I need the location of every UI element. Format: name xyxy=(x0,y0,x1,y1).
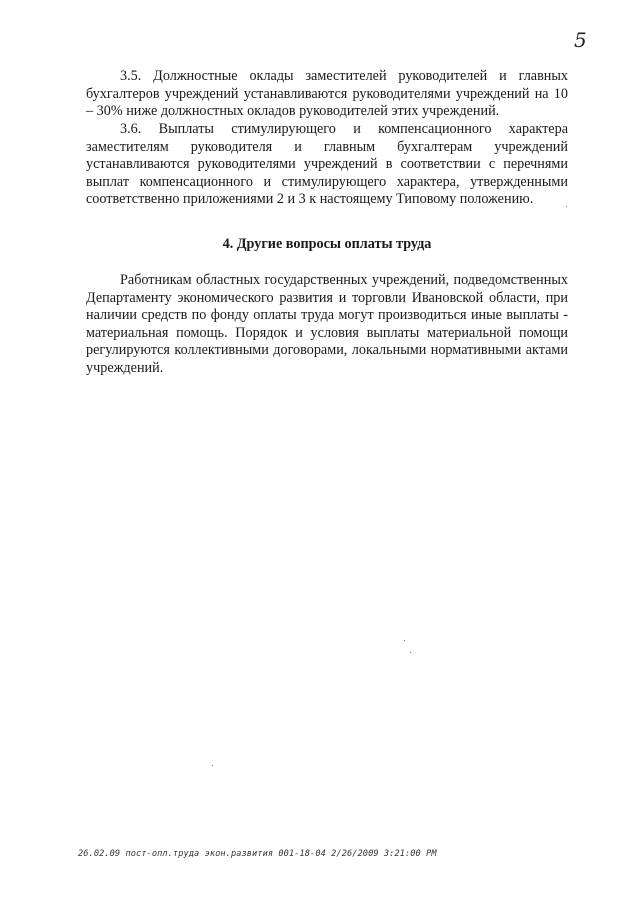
scan-speck xyxy=(404,640,405,641)
scan-speck xyxy=(212,765,213,766)
scan-speck xyxy=(410,652,411,653)
page-number: 5 xyxy=(574,28,587,52)
section-4-heading: 4. Другие вопросы оплаты труда xyxy=(222,236,432,252)
paragraph-3-6: 3.6. Выплаты стимулирующего и компенсационного характера заместителям руководителя и главным бухгалтерам учреждений устанавливаются руководителями учреждений в соответствии с перечнями выплат компенсационного и стимулирующего характера, утвержденными соответственно приложениями 2 и 3 к настоящему Типовому положению. xyxy=(86,121,568,208)
section-4-paragraph: Работникам областных государственных учреждений, подведомственных Департаменту экономического развития и торговли Ивановской области, при наличии средств по фонду оплаты труда могут производиться иные выплаты - материальная помощь. Порядок и условия выплаты материальной помощи регулируются коллективными договорами, локальными нормативными актами учреждений. xyxy=(86,272,568,376)
scan-speck xyxy=(566,206,567,207)
document-footer: 26.02.09 пост-опл.труда экон.развития 001-18-04 2/26/2009 3:21:00 PM xyxy=(78,849,437,859)
paragraph-3-5: 3.5. Должностные оклады заместителей руководителей и главных бухгалтеров учреждений устанавливаются руководителями учреждений на 10 – 30% ниже должностных окладов руководителей этих учреждений. xyxy=(86,68,568,120)
